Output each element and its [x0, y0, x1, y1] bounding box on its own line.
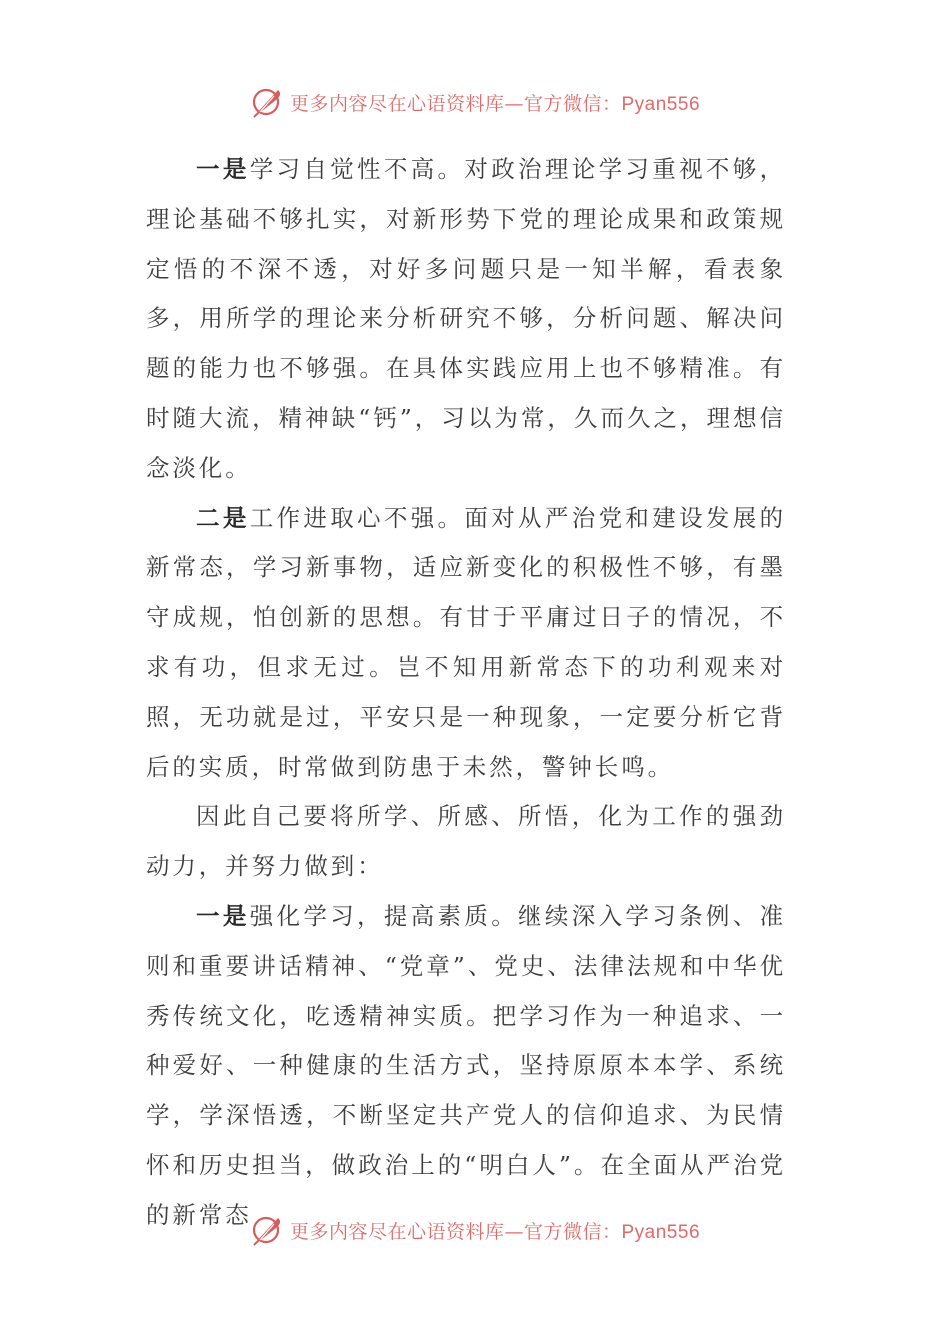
paragraph-text: 学习自觉性不高。对政治理论学习重视不够，理论基础不够扎实，对新形势下党的理论成果和政策规定悟的不深不透，对好多问题只是一知半解，看表象多，用所学的理论来分析研究不够，分析问题、解决问题的能力也不够强。在具体实践应用上也不够精准。有时随大流，精神缺“钙”，习以为常，久而久之，理想信念淡化。 [146, 155, 786, 482]
paragraph-3 [146, 792, 786, 892]
paragraph-2 [146, 494, 786, 793]
header-wechat-id: Pyan556 [621, 93, 701, 115]
document-body [146, 145, 786, 1241]
paragraph-1 [146, 145, 786, 494]
feather-pen-icon [250, 84, 286, 120]
feather-pen-icon [250, 1212, 286, 1248]
paragraph-lead: 二是 [196, 503, 250, 532]
paragraph-text: 因此自己要将所学、所感、所悟，化为工作的强劲动力，并努力做到： [146, 802, 786, 881]
paragraph-lead: 一是 [196, 155, 250, 183]
paragraph-lead: 一是 [196, 901, 250, 930]
footer-banner-text: 更多内容尽在心语资料库—官方微信：Pyan556 [289, 1220, 701, 1243]
header-banner-text: 更多内容尽在心语资料库—官方微信：Pyan556 [289, 92, 701, 115]
paragraph-text: 工作进取心不强。面对从严治党和建设发展的新常态，学习新事物，适应新变化的积极性不够，有墨守成规，怕创新的思想。有甘于平庸过日子的情况，不求有功，但求无过。岂不知用新常态下的功利观来对照，无功就是过，平安只是一种现象，一定要分析它背后的实质，时常做到防患于未然，警钟长鸣。 [146, 503, 786, 781]
footer-banner [0, 1210, 950, 1250]
footer-wechat-id: Pyan556 [621, 1221, 701, 1243]
header-banner [0, 82, 950, 122]
paragraph-text: 强化学习，提高素质。继续深入学习条例、准则和重要讲话精神、“党章”、党史、法律法规和中华优秀传统文化，吃透精神实质。把学习作为一种追求、一种爱好、一种健康的生活方式，坚持原原本本学、系统学，学深悟透，不断坚定共产党人的信仰追求、为民情怀和历史担当，做政治上的“明白人”。在全面从严治党的新常态 [146, 901, 786, 1229]
paragraph-4 [146, 892, 786, 1241]
